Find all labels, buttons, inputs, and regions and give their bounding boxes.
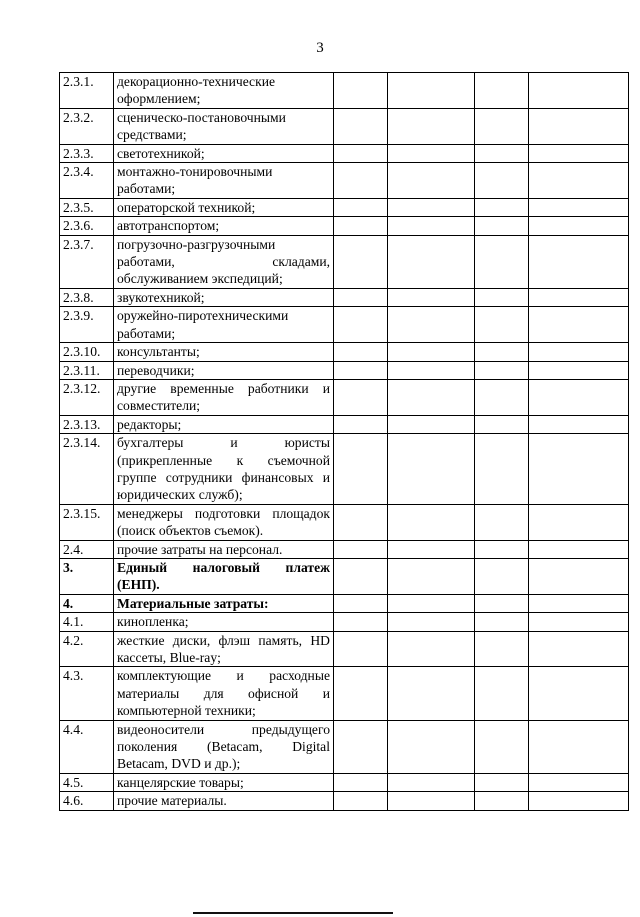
empty-value-cell-1 (334, 558, 388, 594)
empty-value-cell-3 (475, 379, 529, 415)
empty-value-cell-4 (529, 198, 629, 216)
empty-value-cell-4 (529, 288, 629, 306)
empty-value-cell-4 (529, 108, 629, 144)
table-row (60, 73, 629, 109)
empty-value-cell-4 (529, 613, 629, 631)
empty-value-cell-3 (475, 73, 529, 109)
empty-value-cell-4 (529, 631, 629, 667)
cost-table-body (60, 73, 629, 811)
row-number-cell: 2.3.5. (60, 198, 114, 216)
empty-value-cell-1 (334, 773, 388, 791)
empty-value-cell-1 (334, 720, 388, 773)
empty-value-cell-1 (334, 667, 388, 720)
empty-value-cell-4 (529, 720, 629, 773)
empty-value-cell-2 (388, 613, 475, 631)
empty-value-cell-1 (334, 235, 388, 288)
empty-value-cell-1 (334, 217, 388, 235)
empty-value-cell-2 (388, 594, 475, 612)
empty-value-cell-4 (529, 415, 629, 433)
empty-value-cell-1 (334, 108, 388, 144)
empty-value-cell-2 (388, 73, 475, 109)
table-row (60, 217, 629, 235)
empty-value-cell-4 (529, 144, 629, 162)
scan-edge-mark (193, 912, 393, 914)
empty-value-cell-3 (475, 613, 529, 631)
empty-value-cell-4 (529, 217, 629, 235)
table-row (60, 108, 629, 144)
empty-value-cell-3 (475, 594, 529, 612)
empty-value-cell-4 (529, 379, 629, 415)
row-number-cell: 4.1. (60, 613, 114, 631)
row-number-cell: 2.3.9. (60, 307, 114, 343)
empty-value-cell-4 (529, 163, 629, 199)
row-number-cell: 2.3.7. (60, 235, 114, 288)
row-description-cell: бухгалтеры и юристы (прикрепленные к съемочной группе сотрудники финансовых и юридических служб); (114, 434, 334, 505)
table-row (60, 307, 629, 343)
table-row (60, 198, 629, 216)
empty-value-cell-1 (334, 540, 388, 558)
empty-value-cell-2 (388, 558, 475, 594)
empty-value-cell-3 (475, 504, 529, 540)
row-number-cell: 2.3.2. (60, 108, 114, 144)
empty-value-cell-4 (529, 558, 629, 594)
row-number-cell: 4.2. (60, 631, 114, 667)
row-number-cell: 2.4. (60, 540, 114, 558)
empty-value-cell-2 (388, 667, 475, 720)
empty-value-cell-4 (529, 307, 629, 343)
row-number-cell: 2.3.3. (60, 144, 114, 162)
row-number-cell: 4.5. (60, 773, 114, 791)
empty-value-cell-2 (388, 307, 475, 343)
row-description-cell: декорационно-технические оформлением; (114, 73, 334, 109)
table-row (60, 288, 629, 306)
row-number-cell: 2.3.4. (60, 163, 114, 199)
page-number: 3 (316, 40, 324, 56)
empty-value-cell-2 (388, 217, 475, 235)
table-row (60, 434, 629, 505)
empty-value-cell-1 (334, 198, 388, 216)
empty-value-cell-4 (529, 235, 629, 288)
row-number-cell: 2.3.10. (60, 343, 114, 361)
empty-value-cell-1 (334, 379, 388, 415)
empty-value-cell-2 (388, 198, 475, 216)
row-description-cell: автотранспортом; (114, 217, 334, 235)
empty-value-cell-2 (388, 415, 475, 433)
empty-value-cell-3 (475, 773, 529, 791)
empty-value-cell-4 (529, 434, 629, 505)
row-description-cell: канцелярские товары; (114, 773, 334, 791)
row-number-cell: 2.3.8. (60, 288, 114, 306)
table-row (60, 773, 629, 791)
table-row (60, 144, 629, 162)
empty-value-cell-2 (388, 504, 475, 540)
empty-value-cell-1 (334, 73, 388, 109)
row-description-cell: другие временные работники и совместители; (114, 379, 334, 415)
empty-value-cell-1 (334, 163, 388, 199)
cost-table (59, 72, 629, 811)
empty-value-cell-3 (475, 198, 529, 216)
row-number-cell: 2.3.1. (60, 73, 114, 109)
empty-value-cell-3 (475, 235, 529, 288)
empty-value-cell-3 (475, 558, 529, 594)
table-row (60, 558, 629, 594)
row-description-cell: менеджеры подготовки площадок (поиск объектов съемок). (114, 504, 334, 540)
empty-value-cell-1 (334, 504, 388, 540)
table-row (60, 631, 629, 667)
empty-value-cell-2 (388, 343, 475, 361)
empty-value-cell-3 (475, 144, 529, 162)
empty-value-cell-2 (388, 163, 475, 199)
empty-value-cell-1 (334, 307, 388, 343)
row-number-cell: 3. (60, 558, 114, 594)
table-row (60, 379, 629, 415)
row-description-cell: жесткие диски, флэш память, HD кассеты, Blue-ray; (114, 631, 334, 667)
row-description-cell: сценическо-постановочными средствами; (114, 108, 334, 144)
table-row (60, 720, 629, 773)
table-row (60, 235, 629, 288)
empty-value-cell-2 (388, 288, 475, 306)
empty-value-cell-1 (334, 594, 388, 612)
empty-value-cell-2 (388, 773, 475, 791)
table-row (60, 792, 629, 810)
empty-value-cell-1 (334, 343, 388, 361)
table-row (60, 594, 629, 612)
table-row (60, 504, 629, 540)
empty-value-cell-3 (475, 361, 529, 379)
empty-value-cell-1 (334, 415, 388, 433)
empty-value-cell-4 (529, 792, 629, 810)
empty-value-cell-2 (388, 631, 475, 667)
row-number-cell: 2.3.12. (60, 379, 114, 415)
row-number-cell: 2.3.15. (60, 504, 114, 540)
empty-value-cell-1 (334, 613, 388, 631)
empty-value-cell-2 (388, 235, 475, 288)
row-description-cell: прочие затраты на персонал. (114, 540, 334, 558)
empty-value-cell-1 (334, 631, 388, 667)
row-description-cell: кинопленка; (114, 613, 334, 631)
row-description-cell: операторской техникой; (114, 198, 334, 216)
row-description-cell: консультанты; (114, 343, 334, 361)
empty-value-cell-4 (529, 540, 629, 558)
empty-value-cell-2 (388, 361, 475, 379)
empty-value-cell-3 (475, 667, 529, 720)
empty-value-cell-4 (529, 594, 629, 612)
empty-value-cell-4 (529, 504, 629, 540)
empty-value-cell-1 (334, 434, 388, 505)
empty-value-cell-2 (388, 720, 475, 773)
empty-value-cell-3 (475, 163, 529, 199)
empty-value-cell-3 (475, 792, 529, 810)
empty-value-cell-3 (475, 415, 529, 433)
row-description-cell: Единый налоговый платеж (ЕНП). (114, 558, 334, 594)
row-description-cell: переводчики; (114, 361, 334, 379)
empty-value-cell-2 (388, 434, 475, 505)
row-description-cell: звукотехникой; (114, 288, 334, 306)
row-description-cell: редакторы; (114, 415, 334, 433)
table-row (60, 163, 629, 199)
table-row (60, 540, 629, 558)
row-description-cell: монтажно-тонировочными работами; (114, 163, 334, 199)
empty-value-cell-1 (334, 792, 388, 810)
row-description-cell: погрузочно-разгрузочными работами, складами, обслуживанием экспедиций; (114, 235, 334, 288)
empty-value-cell-4 (529, 667, 629, 720)
empty-value-cell-1 (334, 288, 388, 306)
row-description-cell: оружейно-пиротехническими работами; (114, 307, 334, 343)
empty-value-cell-4 (529, 773, 629, 791)
empty-value-cell-2 (388, 144, 475, 162)
empty-value-cell-3 (475, 307, 529, 343)
empty-value-cell-3 (475, 288, 529, 306)
empty-value-cell-1 (334, 144, 388, 162)
row-description-cell: Материальные затраты: (114, 594, 334, 612)
empty-value-cell-3 (475, 108, 529, 144)
row-number-cell: 2.3.13. (60, 415, 114, 433)
row-description-cell: прочие материалы. (114, 792, 334, 810)
empty-value-cell-3 (475, 434, 529, 505)
table-row (60, 613, 629, 631)
table-row (60, 667, 629, 720)
row-number-cell: 4.6. (60, 792, 114, 810)
empty-value-cell-2 (388, 792, 475, 810)
row-number-cell: 4.4. (60, 720, 114, 773)
row-number-cell: 2.3.14. (60, 434, 114, 505)
empty-value-cell-2 (388, 108, 475, 144)
row-number-cell: 4. (60, 594, 114, 612)
empty-value-cell-3 (475, 720, 529, 773)
row-description-cell: светотехникой; (114, 144, 334, 162)
empty-value-cell-3 (475, 631, 529, 667)
empty-value-cell-4 (529, 361, 629, 379)
empty-value-cell-1 (334, 361, 388, 379)
table-row (60, 361, 629, 379)
row-description-cell: комплектующие и расходные материалы для офисной и компьютерной техники; (114, 667, 334, 720)
empty-value-cell-2 (388, 379, 475, 415)
row-number-cell: 4.3. (60, 667, 114, 720)
row-description-cell: видеоносители предыдущего поколения (Betacam, Digital Betacam, DVD и др.); (114, 720, 334, 773)
empty-value-cell-4 (529, 343, 629, 361)
empty-value-cell-3 (475, 540, 529, 558)
table-row (60, 343, 629, 361)
empty-value-cell-3 (475, 217, 529, 235)
row-number-cell: 2.3.11. (60, 361, 114, 379)
empty-value-cell-4 (529, 73, 629, 109)
table-row (60, 415, 629, 433)
row-number-cell: 2.3.6. (60, 217, 114, 235)
empty-value-cell-3 (475, 343, 529, 361)
empty-value-cell-2 (388, 540, 475, 558)
